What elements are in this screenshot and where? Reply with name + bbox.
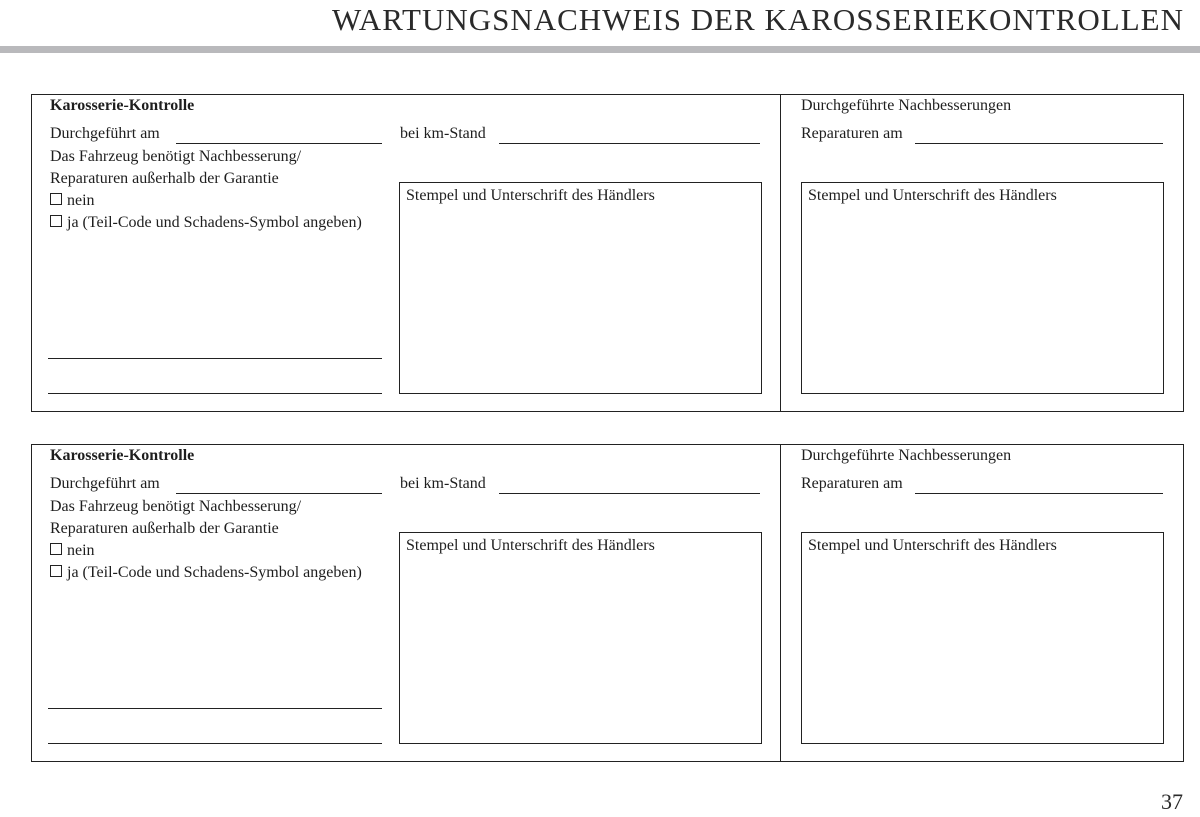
note-line-2[interactable] bbox=[48, 743, 382, 744]
option-no[interactable] bbox=[50, 540, 95, 562]
option-yes[interactable] bbox=[50, 212, 362, 234]
repairs-stamp-label: Stempel und Unterschrift des Händlers bbox=[808, 187, 1057, 204]
needs-repair-text-line1: Das Fahrzeug benötigt Nachbesserung/ bbox=[50, 148, 302, 165]
record-heading: Karosserie-Kontrolle bbox=[50, 97, 195, 114]
repairs-on-field[interactable] bbox=[915, 143, 1163, 144]
repairs-stamp-box[interactable] bbox=[801, 182, 1164, 394]
page-title: WARTUNGSNACHWEIS DER KAROSSERIEKONTROLLEN bbox=[331, 2, 1184, 37]
performed-on-field[interactable] bbox=[176, 143, 382, 144]
note-line-1[interactable] bbox=[48, 708, 382, 709]
column-divider bbox=[780, 95, 781, 411]
repairs-on-label: Reparaturen am bbox=[801, 475, 903, 492]
repairs-stamp-box[interactable] bbox=[801, 532, 1164, 744]
checkbox-yes[interactable] bbox=[50, 215, 62, 227]
note-line-1[interactable] bbox=[48, 358, 382, 359]
option-no-label: nein bbox=[67, 192, 95, 209]
km-field[interactable] bbox=[499, 143, 760, 144]
km-label: bei km-Stand bbox=[400, 475, 486, 492]
repairs-heading: Durchgeführte Nachbesserungen bbox=[801, 97, 1012, 114]
note-line-2[interactable] bbox=[48, 393, 382, 394]
dealer-stamp-box[interactable] bbox=[399, 532, 762, 744]
option-yes-label: ja (Teil-Code und Schadens-Symbol angeben) bbox=[67, 564, 362, 581]
option-yes-label: ja (Teil-Code und Schadens-Symbol angeben) bbox=[67, 214, 362, 231]
dealer-stamp-label: Stempel und Unterschrift des Händlers bbox=[406, 537, 655, 554]
column-divider bbox=[780, 445, 781, 761]
repairs-heading: Durchgeführte Nachbesserungen bbox=[801, 447, 1012, 464]
page-number: 37 bbox=[1161, 789, 1183, 814]
repairs-stamp-label: Stempel und Unterschrift des Händlers bbox=[808, 537, 1057, 554]
title-rule bbox=[0, 46, 1200, 53]
record-heading: Karosserie-Kontrolle bbox=[50, 447, 195, 464]
option-no-label: nein bbox=[67, 542, 95, 559]
checkbox-yes[interactable] bbox=[50, 565, 62, 577]
option-no[interactable] bbox=[50, 190, 95, 212]
km-label: bei km-Stand bbox=[400, 125, 486, 142]
dealer-stamp-label: Stempel und Unterschrift des Händlers bbox=[406, 187, 655, 204]
performed-on-label: Durchgeführt am bbox=[50, 125, 160, 142]
checkbox-no[interactable] bbox=[50, 543, 62, 555]
km-field[interactable] bbox=[499, 493, 760, 494]
needs-repair-text-line2: Reparaturen außerhalb der Garantie bbox=[50, 170, 279, 187]
dealer-stamp-box[interactable] bbox=[399, 182, 762, 394]
repairs-on-field[interactable] bbox=[915, 493, 1163, 494]
inspection-record-1 bbox=[31, 94, 1184, 412]
inspection-record-2 bbox=[31, 444, 1184, 762]
performed-on-label: Durchgeführt am bbox=[50, 475, 160, 492]
performed-on-field[interactable] bbox=[176, 493, 382, 494]
repairs-on-label: Reparaturen am bbox=[801, 125, 903, 142]
checkbox-no[interactable] bbox=[50, 193, 62, 205]
option-yes[interactable] bbox=[50, 562, 362, 584]
needs-repair-text-line1: Das Fahrzeug benötigt Nachbesserung/ bbox=[50, 498, 302, 515]
needs-repair-text-line2: Reparaturen außerhalb der Garantie bbox=[50, 520, 279, 537]
